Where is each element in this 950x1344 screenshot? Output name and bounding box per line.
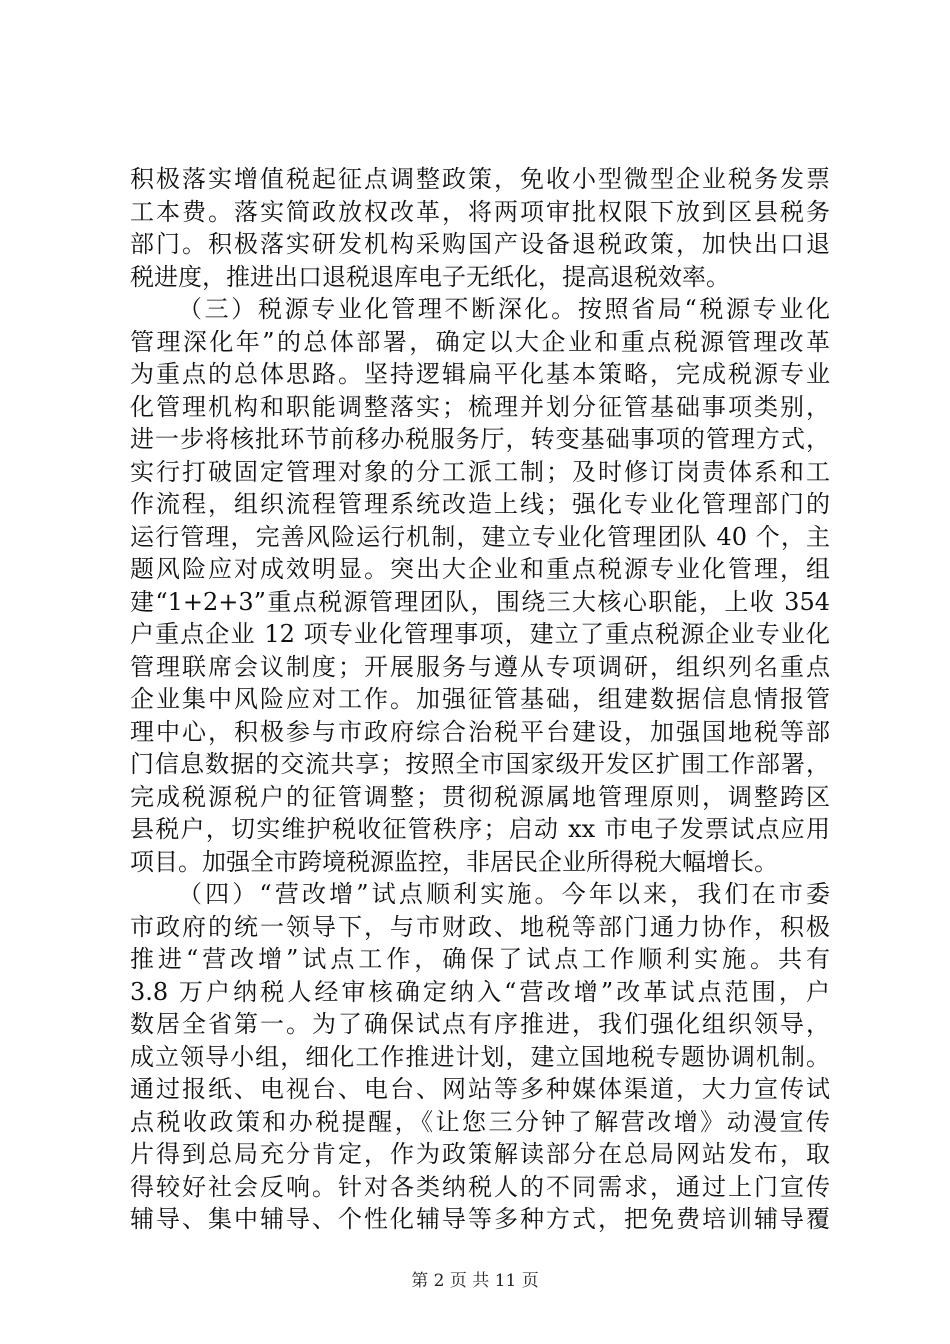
text-line: 积极落实增值税起征点调整政策，免收小型微型企业税务发票 xyxy=(130,165,830,193)
text-line: 完成税源税户的征管调整；贯彻税源属地管理原则，调整跨区 xyxy=(130,782,830,811)
text-line: 项目。加强全市跨境税源监控，非居民企业所得税大幅增长。 xyxy=(130,847,778,876)
text-line: 通过报纸、电视台、电台、网站等多种媒体渠道，大力宣传试 xyxy=(130,1075,830,1103)
page-footer: 第 2 页 共 11 页 xyxy=(411,1271,539,1291)
text-line: 运行管理，完善风险运行机制，建立专业化管理团队 40 个，主 xyxy=(130,522,830,551)
text-line: 部门。积极落实研发机构采购国产设备退税政策，加快出口退 xyxy=(130,230,830,258)
text-line: 化管理机构和职能调整落实；梳理并划分征管基础事项类别， xyxy=(130,392,830,421)
text-line: 片得到总局充分肯定，作为政策解读部分在总局网站发布，取 xyxy=(130,1140,830,1168)
text-line: 进一步将核批环节前移办税服务厅，转变基础事项的管理方式， xyxy=(130,425,830,453)
text-line: 理中心，积极参与市政府综合治税平台建设，加强国地税等部 xyxy=(130,717,830,746)
text-line: 市政府的统一领导下，与市财政、地税等部门通力协作，积极 xyxy=(130,912,830,941)
text-line: 企业集中风险应对工作。加强征管基础，组建数据信息情报管 xyxy=(130,685,830,713)
text-line: （四）“营改增”试点顺利实施。今年以来，我们在市委 xyxy=(178,880,830,908)
text-line: 数居全省第一。为了确保试点有序推进，我们强化组织领导， xyxy=(130,1010,830,1038)
text-line: 管理深化年”的总体部署，确定以大企业和重点税源管理改革 xyxy=(130,327,830,356)
text-line: 3.8 万户纳税人经审核确定纳入“营改增”改革试点范围，户 xyxy=(130,977,830,1006)
text-line: 点税收政策和办税提醒，《让您三分钟了解营改增》动漫宣传 xyxy=(130,1107,830,1136)
text-line: 管理联席会议制度；开展服务与遵从专项调研，组织列名重点 xyxy=(130,652,830,681)
text-line: 成立领导小组，细化工作推进计划，建立国地税专题协调机制。 xyxy=(130,1042,830,1071)
text-line: 税进度，推进出口退税退库电子无纸化，提高退税效率。 xyxy=(130,262,730,291)
text-line: 县税户，切实维护税收征管秩序；启动 xx 市电子发票试点应用 xyxy=(130,815,830,843)
text-line: 作流程，组织流程管理系统改造上线；强化专业化管理部门的 xyxy=(130,490,830,518)
text-line: 工本费。落实简政放权改革，将两项审批权限下放到区县税务 xyxy=(130,197,830,226)
text-line: 建“1+2+3”重点税源管理团队，围绕三大核心职能，上收 354 xyxy=(130,587,830,616)
text-line: 辅导、集中辅导、个性化辅导等多种方式，把免费培训辅导覆 xyxy=(130,1205,830,1233)
text-line: （三）税源专业化管理不断深化。按照省局“税源专业化 xyxy=(178,295,830,323)
text-line: 门信息数据的交流共享；按照全市国家级开发区扩围工作部署， xyxy=(130,750,830,778)
text-line: 题风险应对成效明显。突出大企业和重点税源专业化管理，组 xyxy=(130,555,830,583)
text-line: 户重点企业 12 项专业化管理事项，建立了重点税源企业专业化 xyxy=(130,620,830,648)
text-line: 为重点的总体思路。坚持逻辑扁平化基本策略，完成税源专业 xyxy=(130,360,830,388)
text-line: 实行打破固定管理对象的分工派工制；及时修订岗责体系和工 xyxy=(130,457,830,486)
text-line: 得较好社会反响。针对各类纳税人的不同需求，通过上门宣传 xyxy=(130,1172,830,1201)
text-line: 推进“营改增”试点工作，确保了试点工作顺利实施。共有 xyxy=(130,945,830,973)
